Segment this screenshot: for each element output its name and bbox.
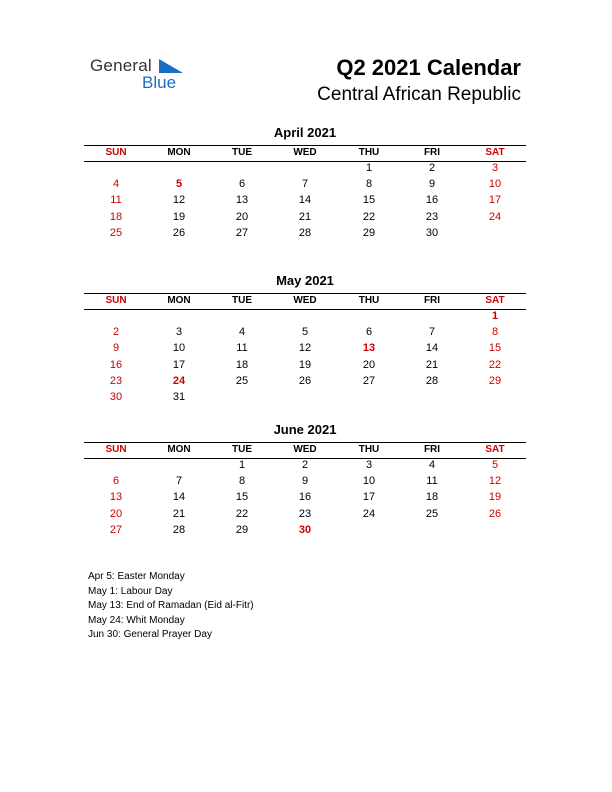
month-title: June 2021 xyxy=(273,422,337,437)
week-row xyxy=(84,227,526,243)
weekday-label: THU xyxy=(358,444,380,455)
weekday-label: FRI xyxy=(423,295,441,306)
holiday-note: May 24: Whit Monday xyxy=(88,614,185,626)
day-cell: 28 xyxy=(172,523,186,536)
week-row xyxy=(84,524,526,540)
day-cell: 10 xyxy=(172,342,186,355)
day-cell: 8 xyxy=(365,178,373,191)
day-cell: 30 xyxy=(425,226,439,239)
holiday-day-cell: 13 xyxy=(362,342,376,355)
day-cell: 18 xyxy=(109,210,123,223)
day-cell: 26 xyxy=(488,507,502,520)
day-cell: 14 xyxy=(298,194,312,207)
day-cell: 7 xyxy=(428,326,436,339)
holiday-day-cell: 1 xyxy=(491,310,499,322)
day-cell: 8 xyxy=(238,475,246,488)
week-row xyxy=(84,194,526,210)
day-cell: 27 xyxy=(235,226,249,239)
day-cell: 3 xyxy=(175,326,183,339)
day-cell: 12 xyxy=(488,475,502,488)
day-cell: 17 xyxy=(488,194,502,207)
day-cell: 6 xyxy=(238,178,246,191)
day-cell: 19 xyxy=(298,358,312,371)
day-cell: 29 xyxy=(362,226,376,239)
day-cell: 22 xyxy=(488,358,502,371)
week-row xyxy=(84,359,526,375)
week-row xyxy=(84,391,526,407)
day-cell: 13 xyxy=(235,194,249,207)
day-cell: 14 xyxy=(425,342,439,355)
week-row xyxy=(84,342,526,358)
day-cell: 20 xyxy=(362,358,376,371)
holiday-day-cell: 24 xyxy=(172,374,186,387)
day-cell: 11 xyxy=(426,475,438,488)
weekday-label: SAT xyxy=(485,444,505,455)
day-cell: 3 xyxy=(365,459,373,471)
weekday-label: MON xyxy=(167,444,191,455)
day-cell: 9 xyxy=(428,178,436,191)
week-row xyxy=(84,211,526,227)
day-cell: 16 xyxy=(425,194,439,207)
day-cell: 7 xyxy=(175,475,183,488)
day-cell: 13 xyxy=(109,491,123,504)
week-row xyxy=(84,375,526,391)
day-cell: 24 xyxy=(362,507,376,520)
day-cell: 25 xyxy=(425,507,439,520)
day-cell: 18 xyxy=(235,358,249,371)
weekday-label: FRI xyxy=(423,147,441,158)
generalblue-logo xyxy=(90,56,200,96)
holiday-note: Apr 5: Easter Monday xyxy=(88,571,185,582)
weekday-label: WED xyxy=(293,295,317,306)
day-cell: 20 xyxy=(235,210,249,223)
weekday-label: MON xyxy=(167,147,191,158)
weekday-header-row xyxy=(84,293,526,310)
week-row xyxy=(84,326,526,342)
week-row xyxy=(84,491,526,507)
day-cell: 22 xyxy=(362,210,376,223)
day-cell: 25 xyxy=(109,226,123,239)
day-cell: 21 xyxy=(172,507,186,520)
day-cell: 12 xyxy=(172,194,186,207)
week-row xyxy=(84,310,526,326)
day-cell: 19 xyxy=(172,210,186,223)
holiday-day-cell: 30 xyxy=(298,523,312,536)
day-cell: 22 xyxy=(235,507,249,520)
logo-text-blue: Blue xyxy=(142,73,177,92)
day-cell: 17 xyxy=(172,358,186,371)
day-cell: 4 xyxy=(428,459,436,471)
day-cell: 26 xyxy=(298,374,312,387)
day-cell: 23 xyxy=(298,507,312,520)
day-cell: 3 xyxy=(491,162,499,174)
day-cell: 28 xyxy=(425,374,439,387)
day-cell: 19 xyxy=(488,491,502,504)
day-cell: 20 xyxy=(109,507,123,520)
holiday-list xyxy=(88,570,254,643)
logo-text-general: General xyxy=(90,56,152,75)
weekday-header-row xyxy=(84,442,526,459)
weekday-label: SUN xyxy=(105,444,127,455)
day-cell: 30 xyxy=(109,391,123,403)
day-cell: 29 xyxy=(235,523,249,536)
week-row xyxy=(84,459,526,475)
weekday-label: FRI xyxy=(423,444,441,455)
week-row xyxy=(84,162,526,178)
weekday-label: SAT xyxy=(485,147,505,158)
day-cell: 26 xyxy=(172,226,186,239)
day-cell: 2 xyxy=(428,162,436,174)
weekday-label: SUN xyxy=(105,147,127,158)
week-row xyxy=(84,475,526,491)
weekday-label: WED xyxy=(293,444,317,455)
weekday-label: THU xyxy=(358,147,380,158)
day-cell: 23 xyxy=(425,210,439,223)
holiday-day-cell: 5 xyxy=(175,178,183,191)
day-cell: 23 xyxy=(109,374,123,387)
day-cell: 9 xyxy=(112,342,120,355)
holiday-note: May 1: Labour Day xyxy=(88,585,173,597)
day-cell: 10 xyxy=(362,475,376,488)
day-cell: 18 xyxy=(425,491,439,504)
page-title: Q2 2021 Calendar xyxy=(336,55,521,80)
day-cell: 27 xyxy=(362,374,376,387)
day-cell: 4 xyxy=(112,178,120,191)
day-cell: 2 xyxy=(301,459,309,471)
day-cell: 21 xyxy=(425,358,439,371)
day-cell: 14 xyxy=(172,491,186,504)
month-title: April 2021 xyxy=(273,125,337,140)
holiday-note: May 13: End of Ramadan (Eid al-Fitr) xyxy=(88,600,254,612)
day-cell: 24 xyxy=(488,210,502,223)
weekday-label: TUE xyxy=(232,295,252,306)
holiday-note: Jun 30: General Prayer Day xyxy=(88,629,212,641)
weekday-label: TUE xyxy=(232,147,252,158)
day-cell: 10 xyxy=(488,178,502,191)
weekday-label: MON xyxy=(167,295,191,306)
day-cell: 5 xyxy=(491,459,499,471)
weekday-label: THU xyxy=(358,295,380,306)
day-cell: 21 xyxy=(298,210,312,223)
month-title: May 2021 xyxy=(276,273,334,288)
week-row xyxy=(84,178,526,194)
day-cell: 27 xyxy=(109,523,123,536)
weekday-label: TUE xyxy=(232,444,252,455)
day-cell: 5 xyxy=(301,326,309,339)
day-cell: 2 xyxy=(112,326,120,339)
day-cell: 15 xyxy=(488,342,502,355)
day-cell: 16 xyxy=(109,358,123,371)
weekday-header-row xyxy=(84,145,526,162)
day-cell: 15 xyxy=(362,194,376,207)
day-cell: 16 xyxy=(298,491,312,504)
logo-triangle-icon xyxy=(159,59,183,73)
day-cell: 6 xyxy=(112,475,120,488)
day-cell: 11 xyxy=(110,194,122,207)
country-subtitle: Central African Republic xyxy=(317,84,521,105)
day-cell: 1 xyxy=(238,459,246,471)
day-cell: 9 xyxy=(301,475,309,488)
day-cell: 25 xyxy=(235,374,249,387)
week-row xyxy=(84,508,526,524)
day-cell: 15 xyxy=(235,491,249,504)
day-cell: 7 xyxy=(301,178,309,191)
day-cell: 17 xyxy=(362,491,376,504)
day-cell: 28 xyxy=(298,226,312,239)
day-cell: 4 xyxy=(238,326,246,339)
weekday-label: WED xyxy=(293,147,317,158)
day-cell: 6 xyxy=(365,326,373,339)
weekday-label: SAT xyxy=(485,295,505,306)
day-cell: 1 xyxy=(365,162,373,174)
day-cell: 11 xyxy=(236,342,248,355)
weekday-label: SUN xyxy=(105,295,127,306)
day-cell: 8 xyxy=(491,326,499,339)
day-cell: 31 xyxy=(172,391,186,403)
day-cell: 29 xyxy=(488,374,502,387)
day-cell: 12 xyxy=(298,342,312,355)
